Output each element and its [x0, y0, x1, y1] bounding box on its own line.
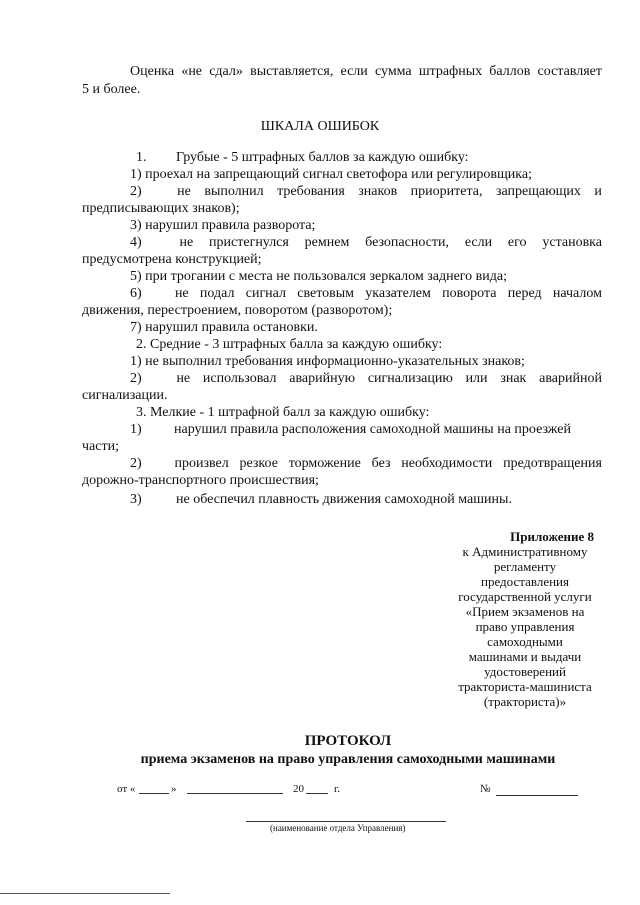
item-number: 4): [130, 235, 142, 250]
intro-line-1: [130, 64, 602, 80]
error-1-4: [130, 235, 602, 251]
intro-word: «не: [181, 64, 203, 79]
word: без: [371, 456, 391, 471]
appendix-line: самоходными: [487, 634, 563, 649]
word: поворота: [442, 286, 497, 301]
year-blank[interactable]: [306, 793, 328, 794]
word: предотвращения: [503, 456, 602, 471]
category-1-title: Грубые - 5 штрафных баллов за каждую ошибку:: [176, 150, 469, 165]
item-number: 2): [130, 371, 142, 386]
word: пристегнулся: [209, 235, 289, 250]
appendix-line: удостоверений: [484, 664, 566, 679]
word: подал: [199, 286, 235, 301]
year-prefix: 20: [293, 783, 304, 795]
protocol-title: ПРОТОКОЛ: [304, 733, 392, 749]
item-number: 2): [130, 456, 142, 471]
error-1-1: 1) проехал на запрещающий сигнал светофора или регулировщика;: [130, 167, 532, 182]
word: перед: [507, 286, 542, 301]
word: запрещающих: [495, 184, 581, 199]
error-3-2-cont: дорожно-транспортного происшествия;: [82, 473, 319, 488]
item-number: 6): [130, 286, 142, 301]
word: не: [176, 371, 191, 386]
error-1-6: [130, 286, 602, 302]
word: аварийную: [289, 371, 356, 386]
intro-word: баллов: [489, 64, 531, 79]
word: произвел: [174, 456, 229, 471]
intro-word: составляет: [537, 64, 602, 79]
error-2-2: [130, 371, 602, 387]
error-1-4-cont: предусмотрена конструкцией;: [82, 252, 262, 267]
day-blank[interactable]: [139, 793, 169, 794]
error-2-2-cont: сигнализации.: [82, 388, 168, 403]
category-1-number: 1.: [136, 150, 147, 165]
number-label: №: [480, 783, 491, 795]
number-blank[interactable]: [496, 795, 578, 796]
intro-word: выставляется,: [250, 64, 334, 79]
word: сигнал: [245, 286, 286, 301]
error-3-1: нарушил правила расположения самоходной машины на проезжей: [174, 422, 571, 437]
intro-line-2: 5 и более.: [82, 82, 141, 97]
appendix-line: «Прием экзаменов на: [465, 604, 585, 619]
appendix-line: государственной услуги: [458, 589, 592, 604]
word: резкое: [239, 456, 278, 471]
error-3-2: [130, 456, 602, 472]
intro-word: если: [340, 64, 368, 79]
date-quote: »: [171, 783, 177, 795]
protocol-subtitle: приема экзаменов на право управления самоходными машинами: [140, 752, 556, 767]
error-3-3-number: 3): [130, 492, 142, 507]
error-1-2: [130, 184, 602, 200]
appendix-line: право управления: [475, 619, 575, 634]
word: ремнем: [304, 235, 350, 250]
word: выполнил: [204, 184, 264, 199]
word: торможение: [288, 456, 361, 471]
date-prefix: от «: [117, 783, 136, 795]
word: не: [174, 286, 189, 301]
appendix-title: Приложение 8: [510, 529, 594, 544]
word: требования: [277, 184, 345, 199]
word: если: [464, 235, 493, 250]
error-1-7: 7) нарушил правила остановки.: [130, 320, 318, 335]
word: или: [465, 371, 488, 386]
word: необходимости: [401, 456, 493, 471]
error-1-5: 5) при трогании с места не пользовался зеркалом заднего вида;: [130, 269, 508, 284]
appendix-block: [440, 529, 610, 709]
error-2-1: 1) не выполнил требования информационно-указательных знаков;: [130, 354, 525, 369]
word: световым: [297, 286, 355, 301]
appendix-line: к Административному: [462, 544, 588, 559]
word: началом: [552, 286, 602, 301]
word: знаков: [358, 184, 398, 199]
word: не: [179, 235, 194, 250]
appendix-line: регламенту: [493, 559, 557, 574]
word: приоритета,: [410, 184, 483, 199]
word: не: [177, 184, 191, 199]
error-3-3: не обеспечил плавность движения самоходной машины.: [176, 492, 512, 507]
word: сигнализацию: [367, 371, 453, 386]
month-blank[interactable]: [187, 793, 283, 794]
error-1-6-cont: движения, перестроением, поворотом (разворотом);: [82, 303, 393, 318]
error-1-3: 3) нарушил правила разворота;: [130, 218, 316, 233]
category-3-title: 3. Мелкие - 1 штрафной балл за каждую ошибку:: [136, 405, 430, 420]
page-bottom-rule: [0, 893, 170, 894]
error-1-2-cont: предписывающих знаков);: [82, 201, 240, 216]
word: установка: [542, 235, 602, 250]
department-caption: (наименование отдела Управления): [270, 823, 406, 833]
word: и: [594, 184, 602, 199]
scale-title: ШКАЛА ОШИБОК: [260, 119, 380, 134]
appendix-line: (тракториста)»: [483, 694, 567, 709]
intro-word: сумма: [374, 64, 412, 79]
word: знак: [500, 371, 527, 386]
intro-word: Оценка: [130, 64, 175, 79]
department-blank[interactable]: [246, 821, 446, 822]
intro-word: сдал»: [209, 64, 243, 79]
appendix-line: тракториста-машиниста: [458, 679, 592, 694]
error-3-1-cont: части;: [82, 439, 119, 454]
appendix-line: предоставления: [481, 574, 569, 589]
year-suffix: г.: [334, 783, 341, 795]
appendix-line: машинами и выдачи: [468, 649, 582, 664]
item-number: 2): [130, 184, 142, 199]
error-3-1-number: 1): [130, 422, 142, 437]
word: его: [507, 235, 527, 250]
word: указателем: [365, 286, 431, 301]
word: использовал: [202, 371, 277, 386]
category-2-title: 2. Средние - 3 штрафных балла за каждую ошибку:: [136, 337, 443, 352]
word: безопасности,: [365, 235, 449, 250]
word: аварийной: [539, 371, 602, 386]
intro-word: штрафных: [418, 64, 483, 79]
